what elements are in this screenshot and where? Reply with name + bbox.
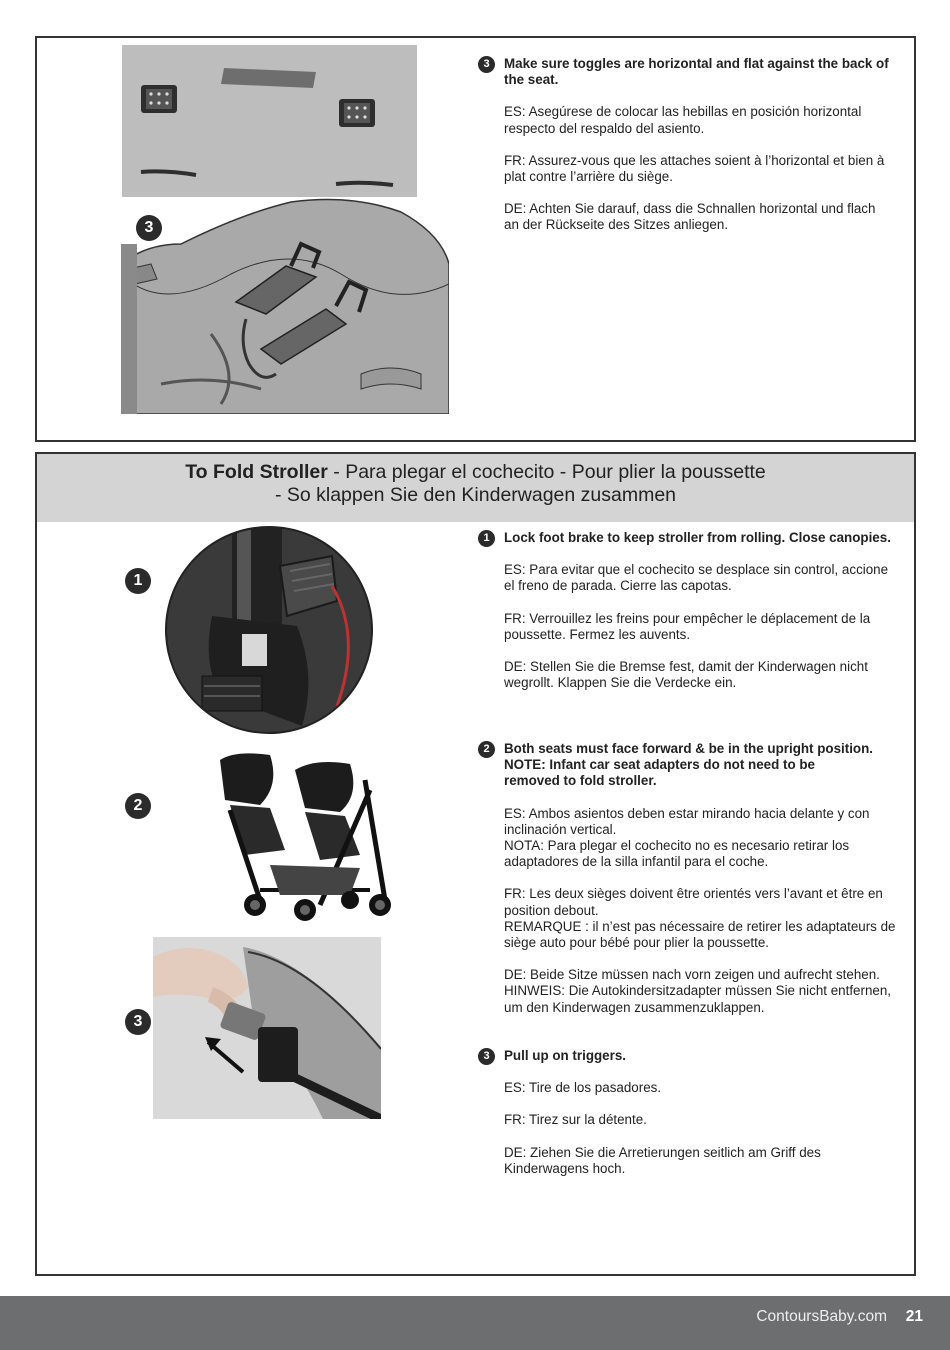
fold-step-3 xyxy=(483,1048,899,1177)
instruction-es: ES: Para evitar que el cochecito se desplace sin control, accione el freno de parada. Cierre las capotas. xyxy=(504,562,889,594)
website-link[interactable]: ContoursBaby.com xyxy=(756,1308,887,1325)
instruction-en: Make sure toggles are horizontal and flat against the back of the seat. xyxy=(504,56,889,88)
instruction-es-line-1: ES: Ambos asientos deben estar mirando hacia delante y con inclinación vertical. xyxy=(504,805,870,837)
instruction-de: DE: Achten Sie darauf, dass die Schnallen horizontal und flach an der Rückseite des Sitzes anliegen. xyxy=(504,201,876,233)
instruction-fr xyxy=(504,886,899,951)
seat-back-toggles-illustration xyxy=(121,44,449,414)
instruction-de-line-2: HINWEIS: Die Autokindersitzadapter müssen Sie nicht entfernen, um den Kinderwagen zusammenzuklappen. xyxy=(504,983,892,1015)
instruction-es-line-2: NOTA: Para plegar el cochecito no es necesario retirar los adaptadores de la silla infantil para el coche. xyxy=(504,838,850,870)
step-badge-1: 1 xyxy=(125,568,151,594)
step-badge-3: 3 xyxy=(125,1009,151,1035)
fold-step-2 xyxy=(483,741,899,1016)
instruction-en: Lock foot brake to keep stroller from rolling. Close canopies. xyxy=(504,530,891,545)
instruction-de-line-1: DE: Beide Sitze müssen nach vorn zeigen und aufrecht stehen. xyxy=(504,967,880,983)
step-number-icon: 3 xyxy=(478,1048,495,1065)
foot-brake-photo xyxy=(162,526,378,734)
section-title xyxy=(37,454,914,522)
step-number-icon: 3 xyxy=(478,56,495,73)
step-badge-2: 2 xyxy=(125,793,151,819)
title-bold: To Fold Stroller xyxy=(185,461,328,483)
page-number: 21 xyxy=(905,1308,923,1325)
fold-stroller-panel xyxy=(35,452,916,1276)
instruction-es: ES: Asegúrese de colocar las hebillas en posición horizontal respecto del respaldo del asiento. xyxy=(504,104,862,136)
toggle-instruction xyxy=(483,56,894,234)
instruction-en-line-3: removed to fold stroller. xyxy=(504,773,657,789)
instruction-en: Pull up on triggers. xyxy=(504,1048,627,1063)
instruction-fr: FR: Tirez sur la détente. xyxy=(504,1112,647,1128)
step-number-icon: 1 xyxy=(478,530,495,547)
instruction-es xyxy=(504,806,899,871)
instruction-de: DE: Ziehen Sie die Arretierungen seitlich am Griff des Kinderwagens hoch. xyxy=(504,1144,821,1176)
title-line-2: - So klappen Sie den Kinderwagen zusammen xyxy=(274,484,677,506)
title-rest: - Para plegar el cochecito - Pour plier la poussette xyxy=(327,461,766,483)
instruction-en-line-2: NOTE: Infant car seat adapters do not need to be xyxy=(504,757,816,773)
fold-step-1 xyxy=(483,530,899,691)
instruction-fr: FR: Verrouillez les freins pour empêcher le déplacement de la poussette. Fermez les auvents. xyxy=(504,610,871,642)
instruction-fr-line-1: FR: Les deux sièges doivent être orientés vers l’avant et être en position debout. xyxy=(504,886,883,918)
step-badge: 3 xyxy=(136,215,162,241)
instruction-de xyxy=(504,967,899,1016)
toggle-step-panel xyxy=(35,36,916,442)
instruction-fr-line-2: REMARQUE : il n’est pas nécessaire de retirer les adaptateurs de siège auto pour bébé pour plier la poussette. xyxy=(504,918,896,951)
instruction-de: DE: Stellen Sie die Bremse fest, damit der Kinderwagen nicht wegrollt. Klappen Sie die Verdecke ein. xyxy=(504,659,868,691)
instruction-en-line-1: Both seats must face forward & be in the upright position. xyxy=(504,741,874,756)
instruction-fr: FR: Assurez-vous que les attaches soient à l’horizontal et bien à plat contre l’arrière du siège. xyxy=(504,152,885,185)
double-stroller-photo xyxy=(200,750,412,922)
page-footer xyxy=(0,1296,950,1350)
title-line-1 xyxy=(37,461,914,484)
pull-trigger-photo xyxy=(153,937,381,1119)
instruction-es: ES: Tire de los pasadores. xyxy=(504,1080,662,1096)
step-number-icon: 2 xyxy=(478,741,495,758)
